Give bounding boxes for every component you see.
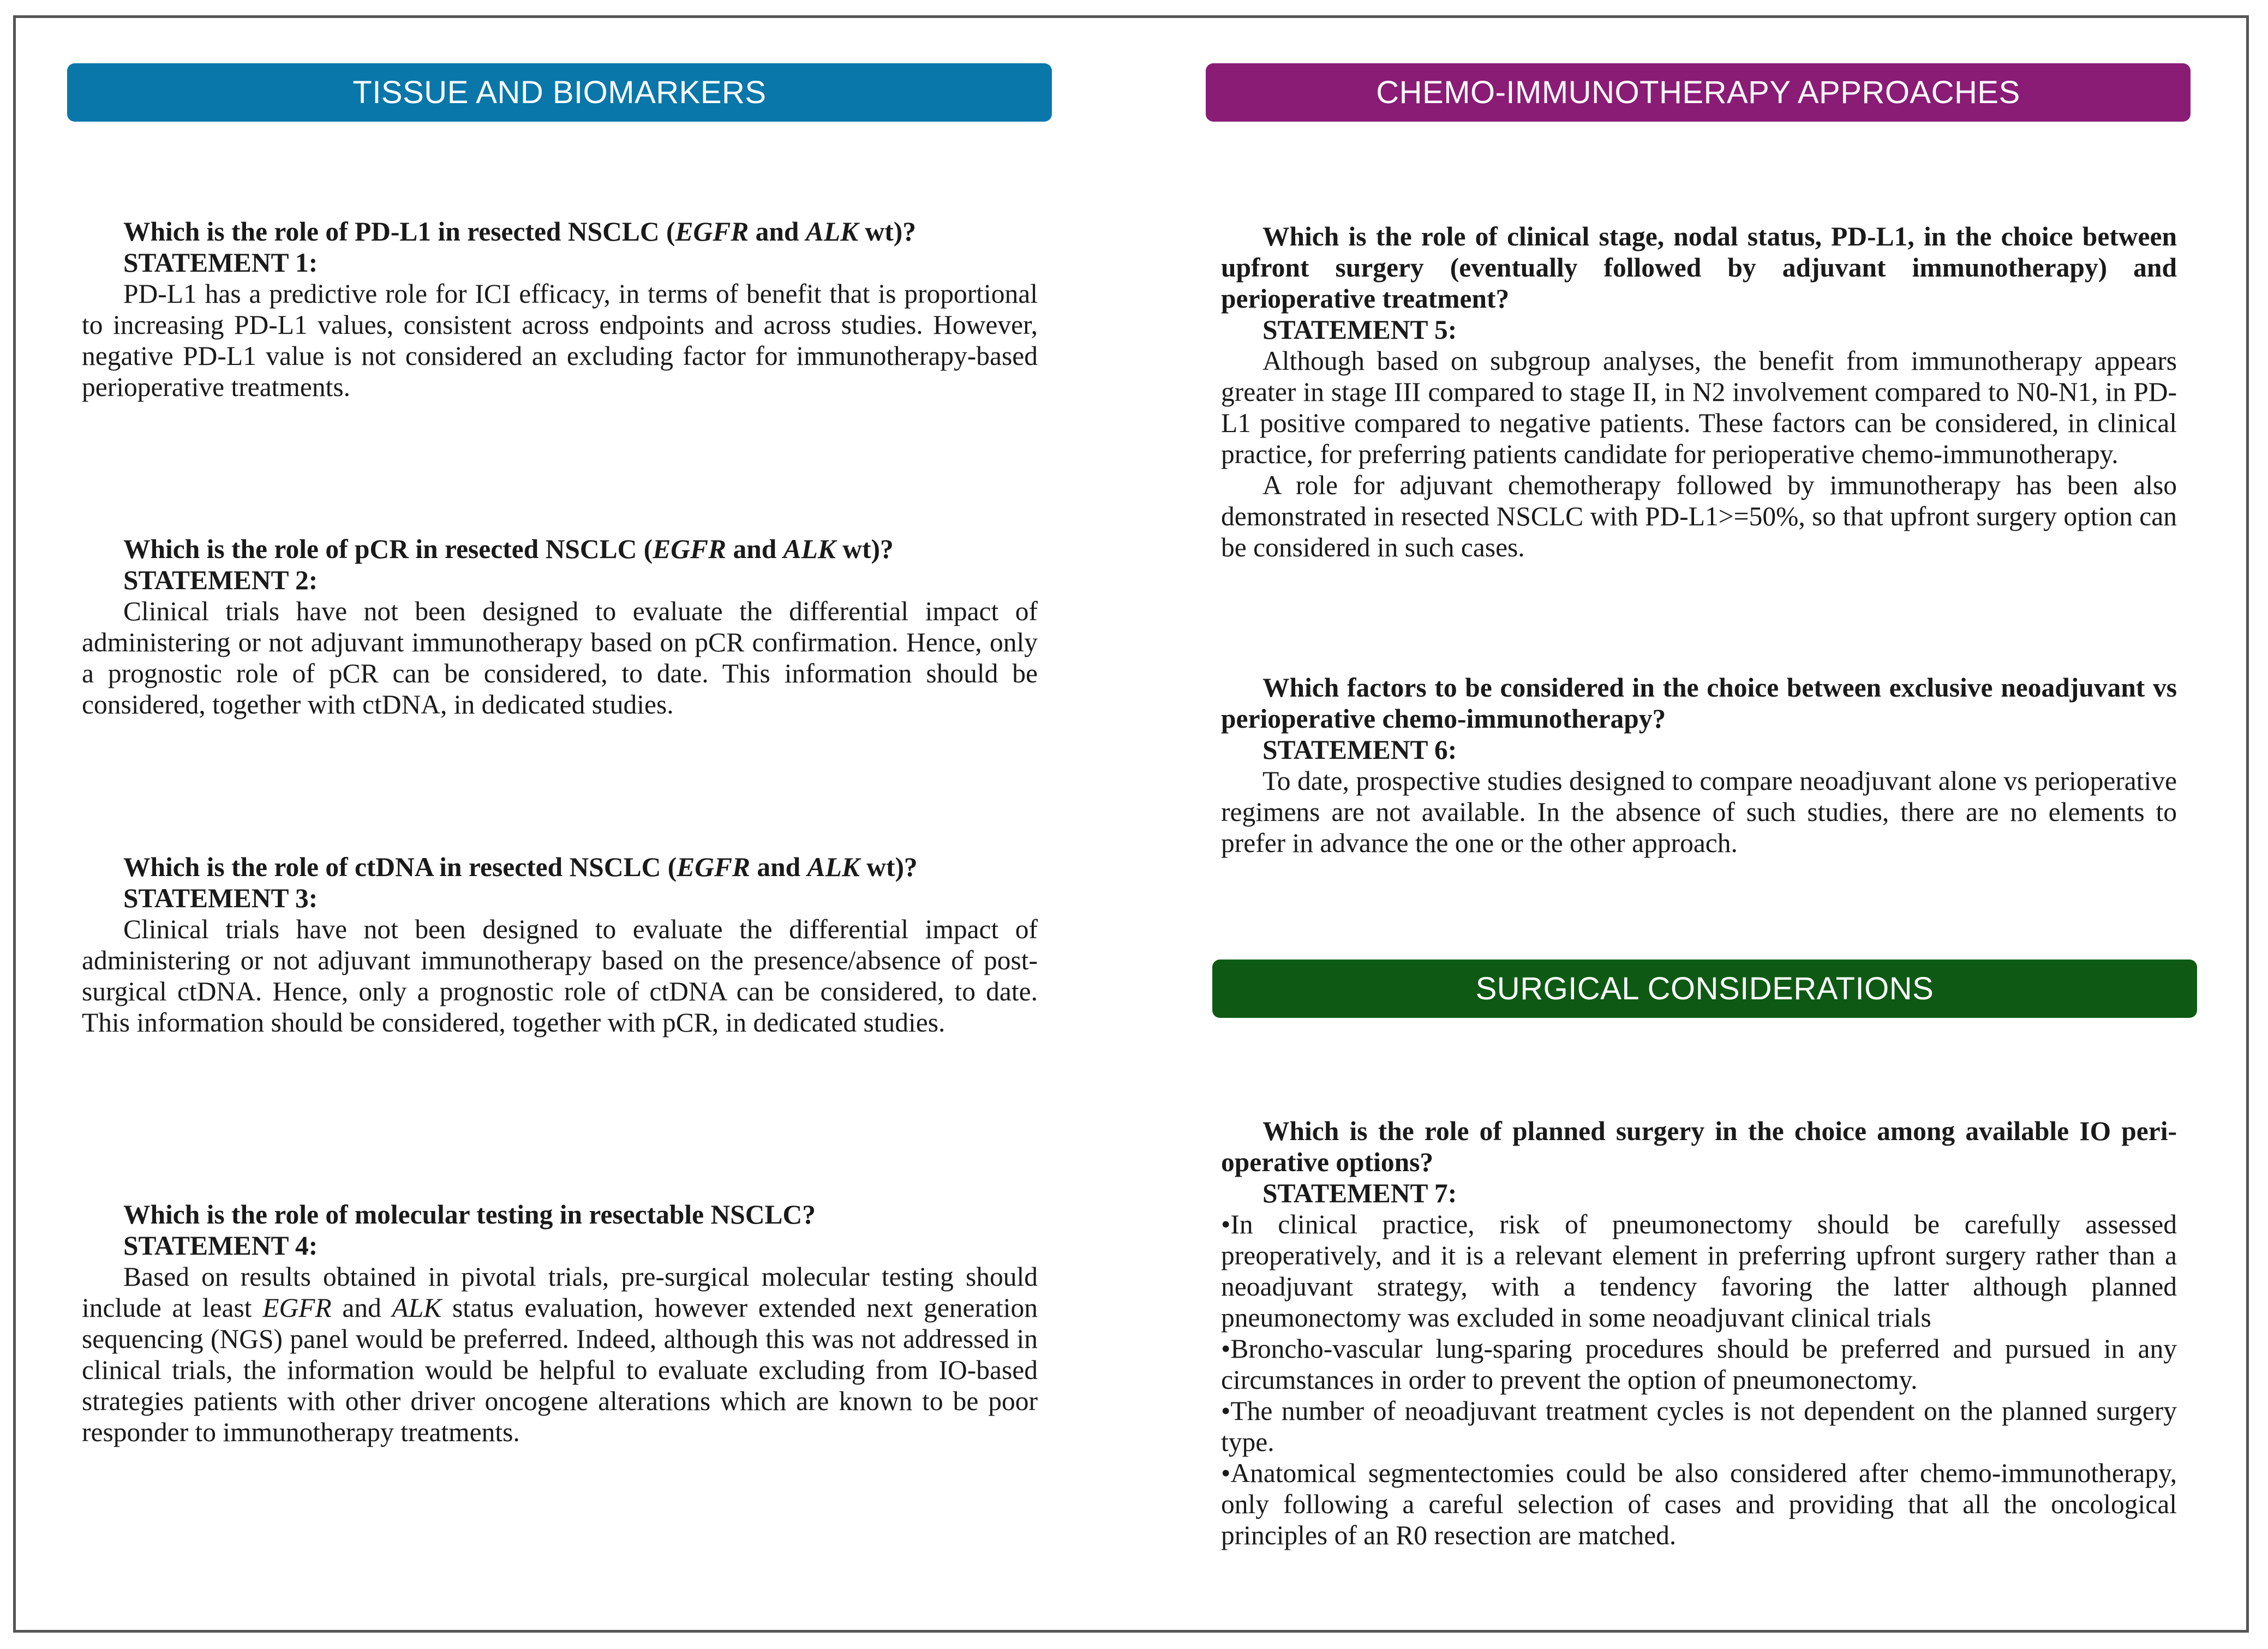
statement-7-block [1221, 1116, 2177, 1551]
statement-7-bullet-3: •The number of neoadjuvant treatment cycles is not dependent on the planned surgery type. [1221, 1396, 2177, 1457]
statement-2-text: Clinical trials have not been designed to evaluate the differential impact of administering or not adjuvant immunotherapy based on pCR confirmation. Hence, only a prognostic role of pCR can be considered, to date. This information should be considered, together with ctDNA, in dedicated studies. [82, 596, 1038, 719]
statement-1-text: PD-L1 has a predictive role for ICI efficacy, in terms of benefit that is proportional to increasing PD-L1 values, consistent across endpoints and across studies. However, negative PD-L1 value is not considered an excluding factor for immunotherapy-based perioperative treatments. [82, 279, 1038, 402]
statement-7-label: STATEMENT 7: [1262, 1178, 1457, 1208]
statement-5-text-2: A role for adjuvant chemotherapy followed by immunotherapy has been also demonstrated in resected NSCLC with PD-L1>=50%, so that upfront surgery option can be considered in such cases. [1221, 470, 2177, 562]
tissue-biomarkers-banner [67, 63, 1052, 122]
chemo-immunotherapy-banner [1206, 63, 2191, 122]
question-1: Which is the role of PD-L1 in resected NSCLC (EGFR and ALK wt)? [123, 217, 916, 247]
statement-5-block [1221, 221, 2177, 563]
statement-5-text: Although based on subgroup analyses, the benefit from immunotherapy appears greater in stage III compared to stage II, in N2 involvement compared to N0-N1, in PD-L1 positive compared to negative patients. These factors can be considered, in clinical practice, for preferring patients candidate for perioperative chemo-immunotherapy. [1221, 346, 2177, 469]
statement-3-text: Clinical trials have not been designed to evaluate the differential impact of administering or not adjuvant immunotherapy based on the presence/absence of post-surgical ctDNA. Hence, only a prognostic role of ctDNA can be considered, to date. This information should be considered, together with pCR, in dedicated studies. [82, 914, 1038, 1038]
statement-5-label: STATEMENT 5: [1262, 315, 1457, 345]
statement-1-label: STATEMENT 1: [123, 248, 318, 278]
surgical-considerations-title: SURGICAL CONSIDERATIONS [1475, 971, 1934, 1006]
statement-3-label: STATEMENT 3: [123, 883, 318, 913]
statement-7-bullet-1: •In clinical practice, risk of pneumonectomy should be carefully assessed preoperatively, and it is a relevant element in preferring upfront surgery rather than a neoadjuvant strategy, with a tendency favoring the latter although planned pneumonectomy was excluded in some neoadjuvant clinical trials [1221, 1209, 2177, 1333]
statement-4-text: Based on results obtained in pivotal trials, pre-surgical molecular testing should include at least EGFR and ALK status evaluation, however extended next generation sequencing (NGS) panel would be preferred. Indeed, although this was not addressed in clinical trials, the information would be helpful to evaluate excluding from IO-based strategies patients with other driver oncogene alterations which are known to be poor responder to immunotherapy treatments. [82, 1262, 1038, 1447]
statement-2-block [82, 533, 1038, 720]
statement-4-block [82, 1199, 1038, 1448]
question-5: Which is the role of clinical stage, nodal status, PD-L1, in the choice between upfront surgery (eventually followed by adjuvant immunotherapy) and perioperative treatment? [1221, 221, 2177, 314]
question-7: Which is the role of planned surgery in the choice among available IO peri-operative options? [1221, 1116, 2177, 1177]
statement-7-bullet-4: •Anatomical segmentectomies could be also considered after chemo-immunotherapy, only following a careful selection of cases and providing that all the oncological principles of an R0 resection are matched. [1221, 1458, 2177, 1550]
question-2: Which is the role of pCR in resected NSCLC (EGFR and ALK wt)? [123, 534, 894, 564]
statement-6-label: STATEMENT 6: [1262, 735, 1457, 765]
tissue-biomarkers-title: TISSUE AND BIOMARKERS [352, 75, 767, 110]
surgical-considerations-banner [1212, 960, 2197, 1018]
question-6: Which factors to be considered in the choice between exclusive neoadjuvant vs perioperative chemo-immunotherapy? [1221, 673, 2177, 734]
statement-2-label: STATEMENT 2: [123, 565, 318, 595]
statement-3-block [82, 852, 1038, 1038]
chemo-immunotherapy-title: CHEMO-IMMUNOTHERAPY APPROACHES [1376, 75, 2020, 110]
statement-6-text: To date, prospective studies designed to compare neoadjuvant alone vs perioperative regimens are not available. In the absence of such studies, there are no elements to prefer in advance the one or the other approach. [1221, 766, 2177, 858]
question-3: Which is the role of ctDNA in resected NSCLC (EGFR and ALK wt)? [123, 852, 918, 882]
statement-1-block [82, 216, 1038, 403]
statement-4-label: STATEMENT 4: [123, 1231, 318, 1261]
statement-6-block [1221, 672, 2177, 859]
statement-7-bullet-2: •Broncho-vascular lung-sparing procedures should be preferred and pursued in any circumstances in order to prevent the option of pneumonectomy. [1221, 1334, 2177, 1395]
question-4: Which is the role of molecular testing in resectable NSCLC? [123, 1200, 816, 1230]
